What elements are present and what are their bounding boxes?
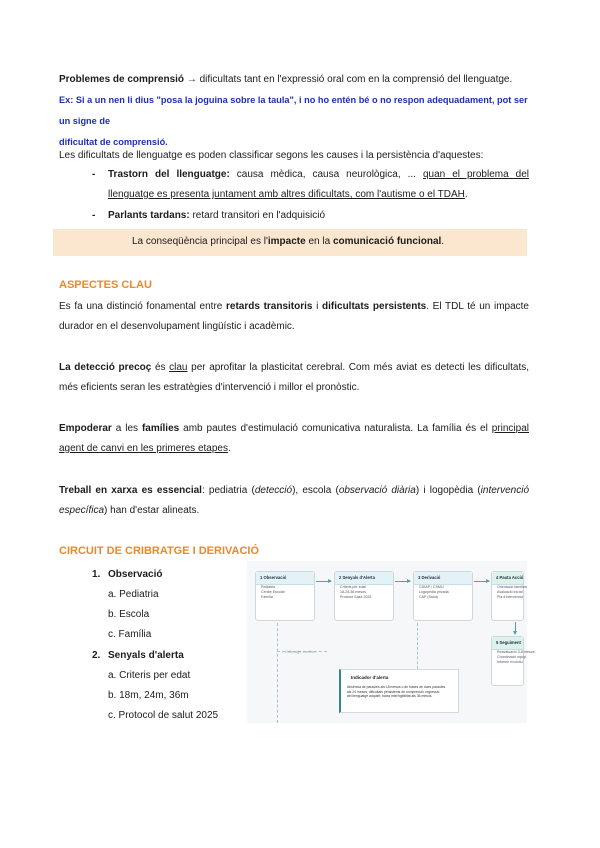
node-line: Centre Escolar: [261, 590, 285, 594]
aspectes-p4-t4: ) han d'estar alineats.: [104, 505, 200, 516]
diagram-node-senyals: [334, 571, 394, 621]
empoderar: Empoderar: [59, 423, 112, 434]
deteccio-italic: detecció: [254, 485, 293, 496]
diagram-node-derivacio: [413, 571, 473, 621]
feedback-line: [277, 623, 278, 723]
callout-comunicacio: comunicació funcional: [332, 236, 442, 247]
arrow-right: [316, 581, 331, 582]
retards-transitoris: retards transitoris: [226, 301, 313, 312]
callout-text: [132, 236, 444, 247]
list-label-senyals: Senyals d'alerta: [108, 650, 184, 661]
node-line: Logopèdia privada: [419, 590, 449, 594]
comprehension-paragraph: [59, 70, 529, 153]
bullet-dash-2: -: [92, 210, 96, 221]
aspectes-p2-post: per aprofitar la plasticitat cerebral. Com més aviat es detecti les dificultats, més eficients seran les estratègies d'intervenció i millor el pronòstic.: [59, 362, 530, 393]
bullet-trastorn-end: .: [464, 189, 468, 200]
aspectes-p4-t3: ) i logopèdia (: [415, 485, 481, 496]
sub-item: b. Escola: [108, 609, 150, 620]
example-line-1: Ex: Si a un nen li dius "posa la joguina sobre la taula", i no ho entén bé o no respon adequadament, pot ser un signe de: [59, 95, 528, 126]
alert-title: Indicador d'alerta: [351, 675, 389, 680]
callout-mid: en la: [305, 236, 333, 247]
list-label-observacio: Observació: [108, 569, 163, 580]
callout-pre: La conseqüència principal es l': [132, 236, 268, 247]
bullet-parlants-text: retard transitori en l'adquisició: [189, 210, 326, 221]
aspectes-paragraph-3: [59, 419, 529, 459]
arrow-down: [515, 622, 516, 634]
intervencio-italic: intervenció específica: [59, 485, 530, 516]
comprehension-text: dificultats tant en l'expressió oral com en la comprensió del llenguatge.: [196, 74, 513, 85]
deteccio-precoc: La detecció precoç: [59, 362, 152, 373]
aspectes-p1-mid: i: [312, 301, 323, 312]
sub-item: a. Pediatria: [108, 589, 159, 600]
node-line: CDIAP / CSMIJ: [419, 585, 444, 589]
node-title: 2 Senyals d'Alerta: [335, 572, 393, 585]
circuit-heading: CIRCUIT DE CRIBRATGE I DERIVACIÓ: [59, 545, 260, 557]
node-line: CAP (Salut): [419, 595, 438, 599]
node-line: Orientació famílies: [497, 585, 527, 589]
circuit-diagram: [247, 561, 535, 723]
sub-item: b. 18m, 24m, 36m: [108, 690, 189, 701]
aspectes-paragraph-4: [59, 481, 529, 521]
node-title: 5 Seguiment: [492, 637, 523, 650]
aspectes-p2-mid: és: [151, 362, 170, 373]
sub-item: a. Criteris per edat: [108, 670, 191, 681]
sub-item: c. Protocol de salut 2025: [108, 710, 219, 721]
bullet-parlants: [108, 206, 529, 226]
families: famílies: [141, 423, 180, 434]
diagram-node-pauta: [491, 571, 527, 621]
arrow-right: [395, 581, 410, 582]
alert-line: als 24 mesos; dificultats persistents de comprensió; regressió: [347, 689, 440, 694]
node-line: Família: [261, 595, 273, 599]
diagram-node-observacio: [255, 571, 315, 621]
aspectes-p3-mid1: a les: [111, 423, 142, 434]
alert-line: Absència de paraules als 18 mesos o de frases de dues paraules: [347, 685, 446, 689]
aspectes-p1-pre: Es fa una distinció fonamental entre: [59, 301, 227, 312]
node-line: Informe evolutiu: [497, 660, 523, 664]
clau-underlined: clau: [169, 362, 188, 373]
principal-agent-underlined: principal agent de canvi en les primeres etapes: [59, 423, 529, 454]
observacio-italic: observació diària: [338, 485, 416, 496]
feedback-line: [417, 623, 418, 669]
node-line: Pla d'intervenció: [497, 595, 524, 599]
node-line: Reavaluació 3-6 mesos: [497, 650, 535, 654]
bullet-trastorn-underlined: quan el problema del llenguatge es presenta juntament amb altres dificultats, com l'autisme o el TDAH: [108, 169, 529, 200]
aspectes-paragraph-1: [59, 297, 529, 337]
aspectes-p4-t1: : pediatria (: [201, 485, 255, 496]
treball-en-xarxa: Treball en xarxa es essencial: [59, 485, 202, 496]
aspectes-heading: ASPECTES CLAU: [59, 279, 152, 291]
cribratge-label: Cribratge continu: [285, 649, 316, 654]
callout-impacte: impacte: [267, 236, 306, 247]
bullet-trastorn-text: causa mèdica, causa neurològica, ...: [229, 169, 423, 180]
aspectes-p3-mid2: amb pautes d'estimulació comunicativa naturalista. La família és el: [179, 423, 492, 434]
aspectes-p1-post: . El TDL té un impacte durador en el desenvolupament lingüístic i acadèmic.: [59, 301, 529, 332]
arrow-glyph: →: [186, 74, 197, 85]
diagram-node-seguiment: [491, 636, 535, 686]
bullet-dash-1: -: [92, 169, 96, 180]
node-title: 3 Derivació: [414, 572, 472, 585]
bullet-trastorn-term: Trastorn del llenguatge:: [108, 169, 230, 180]
node-title: 4 Pauta Acció: [492, 572, 523, 585]
comprehension-term: Problemes de comprensió: [59, 74, 185, 85]
node-line: 18-24-36 mesos: [340, 590, 366, 594]
node-line: Protocol Salut 2025: [340, 595, 372, 599]
example-line-2: dificultat de comprensió.: [59, 137, 168, 147]
list-number-1: 1.: [92, 569, 101, 580]
sub-item: c. Família: [108, 629, 152, 640]
classification-intro: Les dificultats de llenguatge es poden classificar segons les causes i la persistència d'aquestes:: [59, 150, 484, 161]
aspectes-p3-end: .: [228, 443, 231, 454]
aspectes-paragraph-2: [59, 358, 529, 398]
list-number-2: 2.: [92, 650, 101, 661]
arrow-right: [474, 581, 489, 582]
callout-end: .: [441, 236, 445, 247]
node-line: Coordinació equip: [497, 655, 526, 659]
bullet-trastorn: [108, 165, 529, 205]
node-line: Avaluació inicial: [497, 590, 523, 594]
node-title: 1 Observació: [256, 572, 314, 585]
dificultats-persistents: dificultats persistents: [322, 301, 427, 312]
aspectes-p4-t2: ), escola (: [292, 485, 339, 496]
alert-indicator-box: [339, 669, 459, 713]
node-line: Criteris per edat: [340, 585, 366, 589]
alert-line: del llenguatge adquirit; baixa intel·ligibilitat als 36 mesos.: [347, 694, 433, 698]
bullet-parlants-term: Parlants tardans:: [108, 210, 190, 221]
node-line: Pediatria: [261, 585, 276, 589]
